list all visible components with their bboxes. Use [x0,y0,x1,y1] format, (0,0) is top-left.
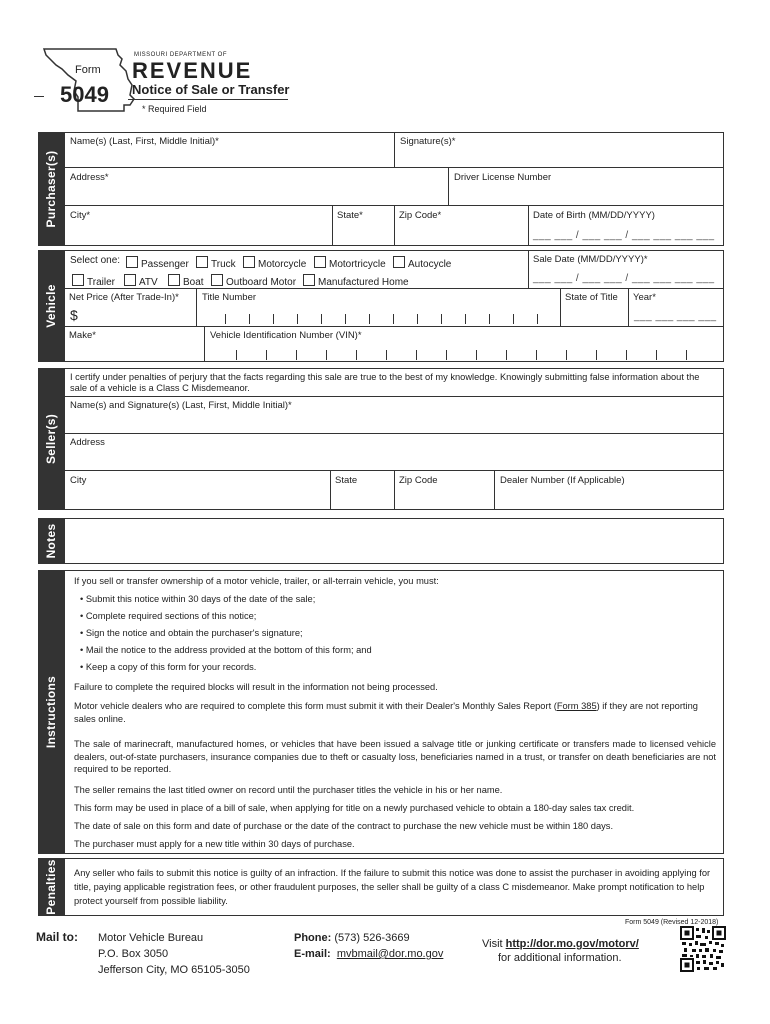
type-motorcycle[interactable]: Motorcycle [243,256,306,270]
type-boat[interactable]: Boat [168,274,204,288]
tick [225,314,226,324]
tick [416,350,417,360]
checkbox-icon[interactable] [196,256,208,268]
tick [476,350,477,360]
mail-address-line: Motor Vehicle Bureau [98,932,204,944]
state-of-title-label: State of Title [565,292,618,303]
seller-zip-label: Zip Code [399,475,438,486]
dob-label: Date of Birth (MM/DD/YYYY) [533,210,655,221]
section-bar-penalties: Penalties [38,858,64,916]
purchaser-state-label: State* [337,210,363,221]
tick [356,350,357,360]
vin-field[interactable] [206,342,722,360]
tick [441,314,442,324]
section-bar-instructions: Instructions [38,570,64,854]
instructions-line: This form may be used in place of a bill of sale, when applying for title on a newly purchased vehicle to obtain a 180-day sales tax credit. [74,803,635,813]
seller-address-label: Address [70,437,105,448]
instructions-dealers: Motor vehicle dealers who are required to complete this form must submit it with their Dealer's Monthly Sales Report (Form 385) if they are not reporting sales online. [74,701,698,724]
seller-city-field[interactable] [65,487,329,508]
tick [321,314,322,324]
type-autocycle[interactable]: Autocycle [393,256,451,270]
net-price-label: Net Price (After Trade-In)* [69,292,179,303]
tick [686,350,687,360]
tick [536,350,537,360]
email-link[interactable]: mvbmail@dor.mo.gov [336,948,444,960]
year-label: Year* [633,292,656,303]
purchaser-names-label: Name(s) (Last, First, Middle Initial)* [70,136,219,147]
penalties-text: Any seller who fails to submit this notice is guilty of an infraction. If the failure to submit this notice was done to assist the purchaser in avoiding applying for title, paying applicable registration fees, or other fraudulent purposes, the seller shall be guilty of a class C misdemeanor. Make prompt notification to help protect yourself from possible liability. [74,868,711,906]
qr-code-icon[interactable] [680,926,726,972]
email-label: E-mail: [294,948,331,960]
instructions-bullet: • Mail the notice to the address provided at the bottom of this form; and [80,645,372,655]
instructions-failure: Failure to complete the required blocks will result in the information not being processed. [74,682,438,692]
purchaser-signature-field[interactable] [395,148,723,166]
form-385-link[interactable]: Form 385 [556,701,597,711]
make-field[interactable] [65,342,201,360]
visit-info: for additional information. [498,952,622,964]
tick [513,314,514,324]
certify-text: I certify under penalties of perjury that the facts regarding this sale are true to the best of my knowledge. Knowingly submitting false information about the sale of a vehicle is a Class C Misdemeanor. [70,372,700,393]
dob-field[interactable]: ___ ___ / ___ ___ / ___ ___ ___ ___ [533,230,715,241]
revision-note: Form 5049 (Revised 12-2018) [625,919,719,926]
checkbox-icon[interactable] [393,256,405,268]
form-word: Form [75,64,101,76]
title-number-field[interactable] [198,304,558,324]
purchaser-address-field[interactable] [65,184,447,204]
revenue-logo: REVENUE [132,58,253,83]
tick [296,350,297,360]
seller-state-field[interactable] [331,487,393,508]
divider [64,396,724,397]
dollar-sign: $ [70,307,78,323]
checkbox-icon[interactable] [168,274,180,286]
section-bar-vehicle: Vehicle [38,250,64,362]
divider [204,326,205,362]
seller-state-label: State [335,475,358,486]
seller-names-field[interactable] [65,412,723,432]
divider [64,326,724,327]
tick [489,314,490,324]
dept-small-text: MISSOURI DEPARTMENT OF [134,52,228,58]
select-one-label: Select one: [70,255,121,266]
checkbox-icon[interactable] [124,274,136,286]
checkbox-icon[interactable] [211,274,223,286]
divider [64,167,724,168]
instructions-bullet: • Complete required sections of this notice; [80,611,257,621]
divider [196,288,197,326]
phone-label: Phone: [294,932,332,944]
sale-date-label: Sale Date (MM/DD/YYYY)* [533,254,648,265]
instructions-bullet: • Keep a copy of this form for your records. [80,662,257,672]
phone-row [294,932,410,944]
sale-date-field[interactable]: ___ ___ / ___ ___ / ___ ___ ___ ___ [533,273,715,284]
dealer-number-label: Dealer Number (If Applicable) [500,475,625,486]
purchaser-signature-label: Signature(s)* [400,136,456,147]
website-link[interactable]: http://dor.mo.gov/motorv/ [505,938,639,950]
purchaser-city-field[interactable] [65,222,331,244]
purchaser-address-label: Address* [70,172,109,183]
type-outboard-motor[interactable]: Outboard Motor [211,274,296,288]
instructions-line: The purchaser must apply for a new title within 30 days of purchase. [74,839,355,849]
instructions-intro: If you sell or transfer ownership of a motor vehicle, trailer, or all-terrain vehicle, you must: [74,576,439,586]
email-row [294,948,443,960]
seller-names-label: Name(s) and Signature(s) (Last, First, Middle Initial)* [70,400,292,411]
driver-license-field[interactable] [449,184,723,204]
form-title: Notice of Sale or Transfer [132,82,290,97]
mail-address-line: P.O. Box 3050 [98,948,169,960]
type-passenger[interactable]: Passenger [126,256,189,270]
tick [656,350,657,360]
section-bar-seller: Seller(s) [38,368,64,510]
purchaser-state-field[interactable] [333,222,393,244]
tick [273,314,274,324]
purchaser-city-label: City* [70,210,91,221]
tick [249,314,250,324]
instructions-bullet: • Submit this notice within 30 days of the date of the sale; [80,594,316,604]
section-bar-purchaser: Purchaser(s) [38,132,64,246]
instructions-bullet: • Sign the notice and obtain the purchaser's signature; [80,628,303,638]
type-manufactured-home[interactable]: Manufactured Home [303,274,409,288]
type-truck[interactable]: Truck [196,256,236,270]
mail-address-line: Jefferson City, MO 65105-3050 [98,964,250,976]
type-motortricycle[interactable]: Motortricycle [314,256,386,270]
vin-label: Vehicle Identification Number (VIN)* [210,330,362,341]
instructions-line: The date of sale on this form and date of purchase or the date of the contract to purchase the new vehicle must be within 180 days. [74,821,614,831]
state-of-title-field[interactable] [561,304,627,324]
seller-zip-field[interactable] [395,487,493,508]
purchaser-zip-field[interactable] [395,222,527,244]
tick [386,350,387,360]
purchaser-zip-label: Zip Code* [399,210,442,221]
phone-number: (573) 526-3669 [334,932,410,944]
year-field[interactable]: ___ ___ ___ ___ [634,311,717,322]
net-price-field[interactable] [82,304,194,324]
tick [369,314,370,324]
divider [528,205,529,246]
divider [64,433,724,434]
tick [266,350,267,360]
seller-address-field[interactable] [65,449,723,469]
divider [64,288,724,289]
tick [506,350,507,360]
make-label: Make* [69,330,96,341]
tick [596,350,597,360]
seller-city-label: City [70,475,87,486]
form-number: 5049 [60,82,109,107]
checkbox-icon[interactable] [126,256,138,268]
tick [446,350,447,360]
checkbox-icon[interactable] [303,274,315,286]
driver-license-label: Driver License Number [454,172,552,183]
dealer-number-field[interactable] [495,487,723,508]
tick [297,314,298,324]
tick [537,314,538,324]
checkbox-icon[interactable] [314,256,326,268]
tick [417,314,418,324]
notes-field[interactable] [64,518,724,564]
title-number-label: Title Number [202,292,257,303]
instructions-marinecraft: The sale of marinecraft, manufactured homes, or vehicles that have been issued a salvage title or junking certificate or transfers made to licensed vehicle dealers, out-of-state purchasers, insurance companies due to theft or casualty loss, beneficiaries named in a trust, or transfer on death beneficiaries are not required to be reported. [74,739,716,774]
tick [626,350,627,360]
checkbox-icon[interactable] [243,256,255,268]
type-trailer[interactable]: Trailer [72,274,115,288]
section-bar-notes: Notes [38,518,64,564]
tick [393,314,394,324]
purchaser-names-field[interactable] [65,148,393,166]
form-number-line [34,96,44,97]
type-atv[interactable]: ATV [124,274,158,288]
instructions-line: The seller remains the last titled owner on record until the purchaser titles the vehicle in his or her name. [74,785,503,795]
required-note: * Required Field [142,104,207,114]
tick [465,314,466,324]
checkbox-icon[interactable] [72,274,84,286]
mail-to-label: Mail to: [36,930,78,944]
title-underline [128,99,288,100]
visit-row: Visit http://dor.mo.gov/motorv/ [482,938,639,950]
divider [528,250,529,288]
divider [628,288,629,326]
tick [566,350,567,360]
tick [326,350,327,360]
tick [236,350,237,360]
tick [345,314,346,324]
